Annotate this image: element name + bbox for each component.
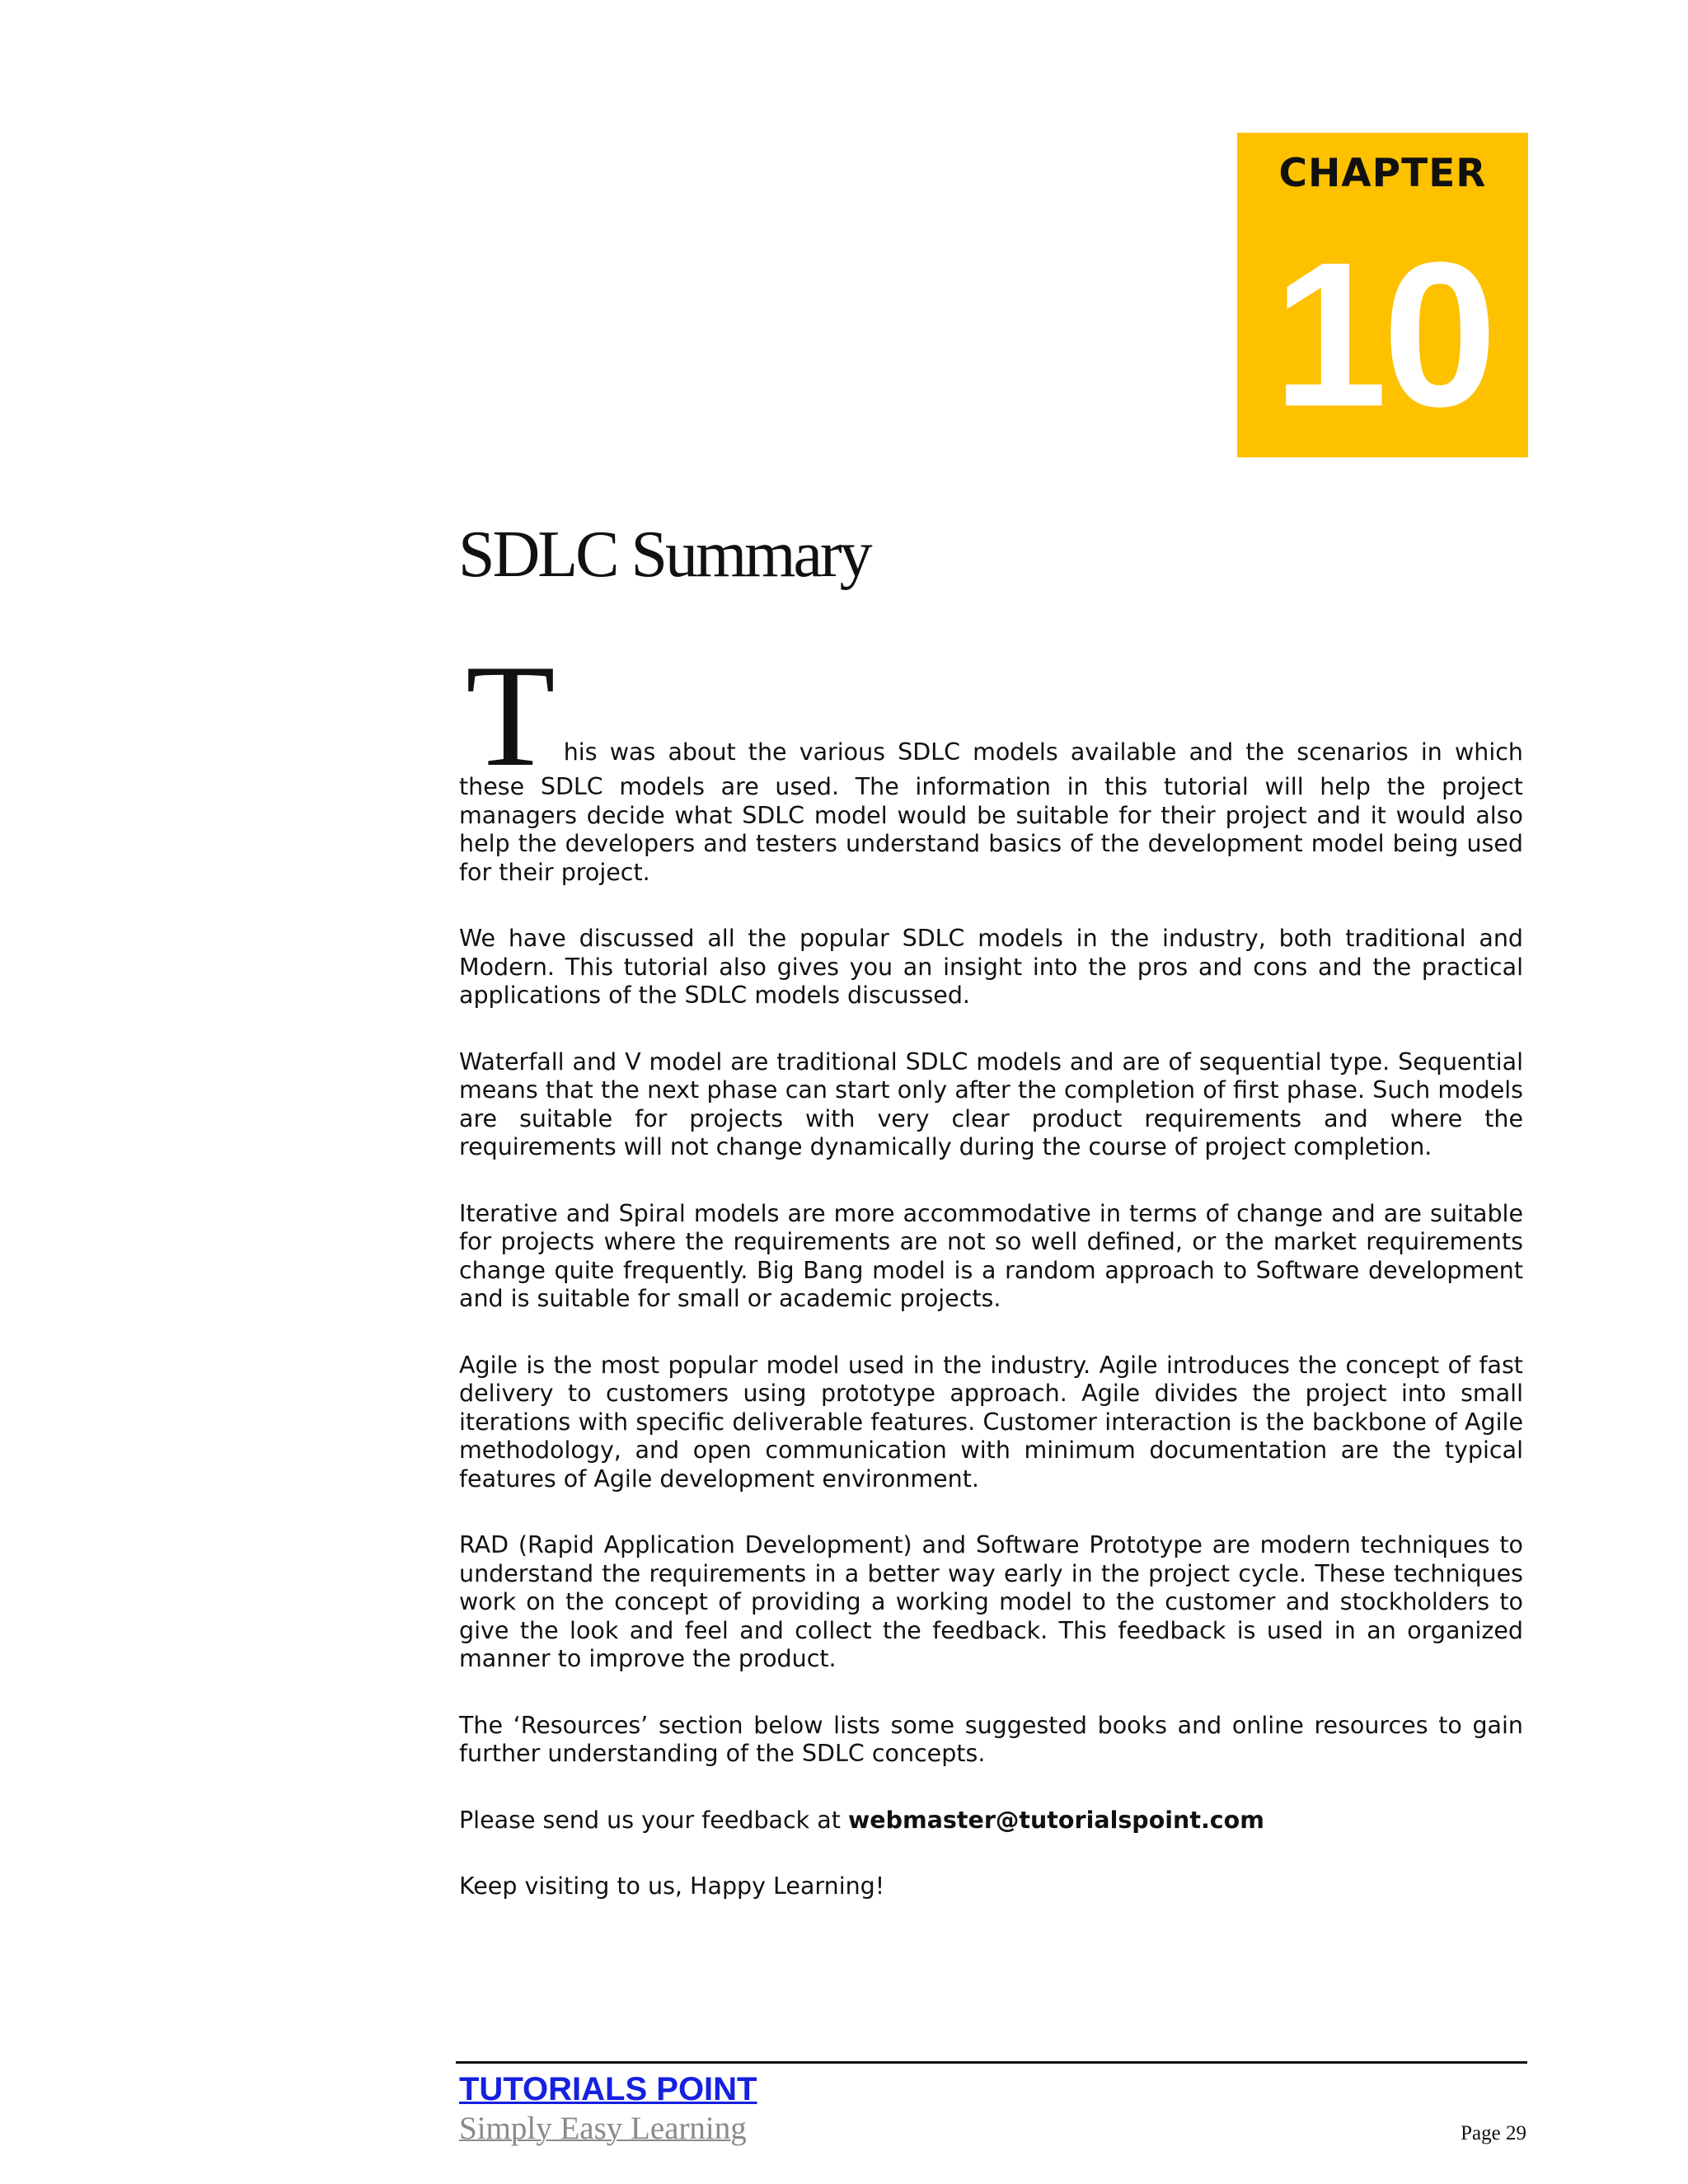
paragraph: RAD (Rapid Application Development) and Software Prototype are modern techniques to understand the requirements in a better way early in the project cycle. These techniques work on the concept of providing a working model to the customer and stockholders to give the look and feel and collect the feedback. This feedback is used in an organized manner to improve the product. bbox=[459, 1531, 1523, 1672]
paragraph: Waterfall and V model are traditional SDLC models and are of sequential type. Sequential means that the next phase can start only after the completion of first phase. Such models are suitable for projects with very clear product requirements and where the requirements will not change dynamically during the course of project completion. bbox=[459, 1047, 1523, 1160]
footer-tagline-link[interactable]: Simply Easy Learning bbox=[459, 2111, 747, 2146]
chapter-label: CHAPTER bbox=[1278, 151, 1487, 196]
intro-paragraph bbox=[459, 634, 1523, 887]
footer-brand-link[interactable]: TUTORIALS POINT bbox=[459, 2071, 757, 2107]
page-title: SDLC Summary bbox=[458, 518, 870, 591]
chapter-number: 10 bbox=[1273, 219, 1493, 449]
paragraph: The ‘Resources’ section below lists some suggested books and online resources to gain further understanding of the SDLC concepts. bbox=[459, 1711, 1523, 1767]
feedback-email: webmaster@tutorialspoint.com bbox=[847, 1806, 1264, 1834]
intro-first-line: his was about the various SDLC models available and the scenarios in which bbox=[563, 738, 1523, 766]
body-text bbox=[459, 634, 1523, 1901]
drop-cap: T bbox=[466, 634, 556, 797]
footer-divider bbox=[456, 2061, 1527, 2064]
feedback-prefix: Please send us your feedback at bbox=[459, 1806, 848, 1834]
paragraph: Agile is the most popular model used in the industry. Agile introduces the concept of fast delivery to customers using prototype approach. Agile divides the project into small iterations with specific deliverable features. Customer interaction is the backbone of Agile methodology, and open communication with minimum documentation are the typical features of Agile development environment. bbox=[459, 1351, 1523, 1493]
feedback-paragraph bbox=[459, 1807, 1523, 1835]
paragraph: We have discussed all the popular SDLC models in the industry, both traditional and Modern. This tutorial also gives you an insight into the pros and cons and the practical applications of the SDLC models discussed. bbox=[459, 925, 1523, 1009]
paragraph: Iterative and Spiral models are more accommodative in terms of change and are suitable for projects where the requirements are not so well defined, or the market requirements change quite frequently. Big Bang model is a random approach to Software development and is suitable for small or academic projects. bbox=[459, 1199, 1523, 1312]
chapter-badge bbox=[1237, 133, 1528, 457]
closing-line: Keep visiting to us, Happy Learning! bbox=[459, 1872, 885, 1900]
page-number: Page 29 bbox=[1461, 2122, 1526, 2144]
intro-rest: these SDLC models are used. The information in this tutorial will help the project managers decide what SDLC model would be suitable for their project and it would also help the developers and testers understand basics of the development model being used for their project. bbox=[459, 773, 1523, 886]
